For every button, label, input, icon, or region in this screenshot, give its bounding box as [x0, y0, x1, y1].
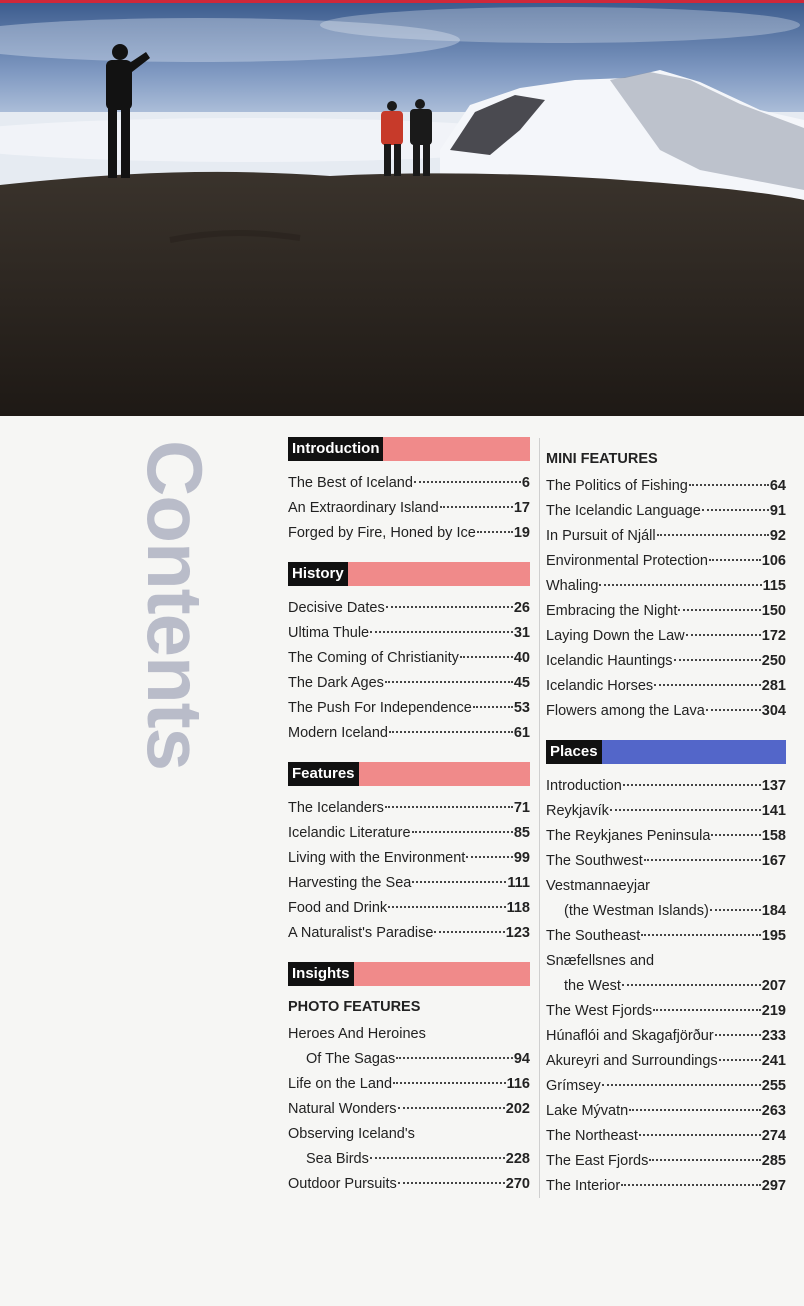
toc-entry-page: 6	[521, 475, 530, 491]
section-gap	[546, 724, 786, 740]
toc-entry	[288, 721, 530, 746]
leader-dots	[386, 606, 513, 608]
toc-entry-page: 233	[761, 1028, 786, 1044]
toc-entry	[546, 1174, 786, 1199]
toc-entry-page: 150	[761, 603, 786, 619]
toc-entry-title: The Politics of Fishing	[546, 478, 688, 494]
leader-dots	[385, 806, 513, 808]
toc-entry-page: 17	[513, 500, 530, 516]
toc-entry-title: Food and Drink	[288, 900, 388, 916]
section-heading-label: Introduction	[288, 437, 383, 461]
toc-entry-page: 263	[761, 1103, 786, 1119]
section-heading-label: History	[288, 562, 348, 586]
toc-entry-title: The Southwest	[546, 853, 643, 869]
toc-entry-page: 137	[761, 778, 786, 794]
toc-entry	[546, 849, 786, 874]
subsection-heading: PHOTO FEATURES	[288, 999, 421, 1015]
toc-entry-title: The Southeast	[546, 928, 641, 944]
section-heading	[288, 437, 530, 461]
toc-entry	[288, 671, 530, 696]
toc-entry	[546, 1149, 786, 1174]
toc-entry	[546, 1024, 786, 1049]
toc-entry-title: Life on the Land	[288, 1076, 393, 1092]
toc-entry-title: Harvesting the Sea	[288, 875, 412, 891]
toc-entry	[288, 846, 530, 871]
toc-entry	[288, 821, 530, 846]
toc-entry-title-line: Snæfellsnes and	[546, 953, 655, 969]
toc-entry-page: 141	[761, 803, 786, 819]
toc-entry-title: Húnaflói and Skagafjörður	[546, 1028, 714, 1044]
toc-entry-page: 106	[761, 553, 786, 569]
leader-dots	[602, 1084, 761, 1086]
toc-entry-page: 228	[505, 1151, 530, 1167]
toc-entry-page: 116	[506, 1076, 530, 1092]
toc-entry-page: 270	[505, 1176, 530, 1192]
section-heading-label: Features	[288, 762, 359, 786]
toc-entry-title: Flowers among the Lava	[546, 703, 705, 719]
leader-dots	[398, 1107, 505, 1109]
toc-entry-title: The Northeast	[546, 1128, 638, 1144]
toc-entry-title: An Extraordinary Island	[288, 500, 439, 516]
toc-entry-title: The Best of Iceland	[288, 475, 413, 491]
top-accent-bar	[0, 0, 804, 3]
toc-entry-title: Embracing the Night	[546, 603, 678, 619]
leader-dots	[711, 834, 760, 836]
hero-photo	[0, 0, 804, 416]
leader-dots	[414, 481, 521, 483]
toc-entry-title: The Push For Independence	[288, 700, 472, 716]
toc-entry-title: Whaling	[546, 578, 599, 594]
page-title: Contents	[131, 440, 219, 770]
toc-entry-page: 274	[761, 1128, 786, 1144]
toc-entry-title: Sea Birds	[306, 1151, 369, 1167]
toc-entry-title: Outdoor Pursuits	[288, 1176, 397, 1192]
toc-entry-title: Decisive Dates	[288, 600, 385, 616]
toc-entry	[288, 521, 530, 546]
toc-column-right	[546, 440, 786, 1199]
leader-dots	[686, 634, 761, 636]
toc-entry-title: Grímsey	[546, 1078, 601, 1094]
landscape-photo	[0, 0, 804, 416]
leader-dots	[641, 934, 760, 936]
toc-entry-page: 281	[761, 678, 786, 694]
leader-dots	[623, 784, 761, 786]
toc-entry	[546, 824, 786, 849]
toc-entry-page: 94	[513, 1051, 530, 1067]
toc-entry	[546, 1124, 786, 1149]
leader-dots	[689, 484, 769, 486]
toc-entry-title: Lake Mývatn	[546, 1103, 629, 1119]
toc-entry	[546, 474, 786, 499]
leader-dots	[460, 656, 513, 658]
toc-entry	[546, 1049, 786, 1074]
toc-entry	[288, 496, 530, 521]
toc-entry-page: 219	[761, 1003, 786, 1019]
leader-dots	[678, 609, 760, 611]
toc-entry-page: 297	[761, 1178, 786, 1194]
toc-entry	[546, 799, 786, 824]
toc-entry	[546, 524, 786, 549]
toc-entry-title: The Reykjanes Peninsula	[546, 828, 711, 844]
toc-entry-page: 26	[513, 600, 530, 616]
toc-entry-title: Environmental Protection	[546, 553, 708, 569]
toc-entry	[288, 921, 530, 946]
toc-entry	[546, 599, 786, 624]
toc-entry-title: In Pursuit of Njáll	[546, 528, 656, 544]
leader-dots	[706, 709, 761, 711]
toc-entry-page: 158	[761, 828, 786, 844]
toc-entry	[546, 674, 786, 699]
toc-entry	[288, 1097, 530, 1122]
leader-dots	[610, 809, 761, 811]
toc-entry	[546, 649, 786, 674]
toc-entry-title: (the Westman Islands)	[564, 903, 709, 919]
toc-entry-title: Akureyri and Surroundings	[546, 1053, 718, 1069]
toc-entry-title: Modern Iceland	[288, 725, 388, 741]
toc-entry	[546, 899, 786, 924]
toc-entry	[546, 1074, 786, 1099]
toc-entry-title: Reykjavík	[546, 803, 609, 819]
toc-entry	[288, 796, 530, 821]
toc-entry-page: 85	[513, 825, 530, 841]
toc-entry	[288, 1072, 530, 1097]
toc-entry-title: Of The Sagas	[306, 1051, 396, 1067]
leader-dots	[622, 984, 761, 986]
toc-entry	[288, 471, 530, 496]
column-divider	[539, 438, 540, 1198]
toc-entry-page: 45	[513, 675, 530, 691]
toc-entry-page: 64	[769, 478, 786, 494]
toc-entry	[288, 596, 530, 621]
leader-dots	[412, 831, 513, 833]
toc-entry-page: 207	[761, 978, 786, 994]
leader-dots	[719, 1059, 761, 1061]
toc-entry-page: 167	[761, 853, 786, 869]
section-gap	[288, 946, 530, 962]
toc-entry-title: the West	[564, 978, 621, 994]
toc-entry-page: 91	[769, 503, 786, 519]
leader-dots	[709, 559, 761, 561]
leader-dots	[629, 1109, 761, 1111]
leader-dots	[477, 531, 513, 533]
leader-dots	[440, 506, 513, 508]
section-heading	[546, 740, 786, 764]
section-heading-label: Insights	[288, 962, 354, 986]
section-heading-label: Places	[546, 740, 602, 764]
leader-dots	[715, 1034, 761, 1036]
toc-entry-page: 99	[513, 850, 530, 866]
toc-entry	[546, 974, 786, 999]
toc-entry-page: 61	[513, 725, 530, 741]
leader-dots	[389, 731, 513, 733]
toc-entry	[288, 696, 530, 721]
toc-entry-page: 172	[761, 628, 786, 644]
toc-entry	[546, 499, 786, 524]
leader-dots	[370, 631, 513, 633]
toc-entry-page: 195	[761, 928, 786, 944]
leader-dots	[393, 1082, 506, 1084]
toc-entry-title: The Coming of Christianity	[288, 650, 459, 666]
toc-entry-page: 53	[513, 700, 530, 716]
leader-dots	[412, 881, 506, 883]
leader-dots	[639, 1134, 761, 1136]
toc-entry-page: 40	[513, 650, 530, 666]
leader-dots	[657, 534, 769, 536]
leader-dots	[621, 1184, 761, 1186]
toc-entry-title: Icelandic Literature	[288, 825, 411, 841]
toc-entry-title-line: Observing Iceland's	[288, 1126, 415, 1142]
leader-dots	[674, 659, 761, 661]
leader-dots	[396, 1057, 513, 1059]
toc-entry-page: 115	[762, 578, 786, 594]
leader-dots	[599, 584, 761, 586]
leader-dots	[398, 1182, 505, 1184]
toc-entry	[288, 1147, 530, 1172]
toc-column-left	[288, 437, 530, 1197]
toc-entry	[546, 924, 786, 949]
leader-dots	[710, 909, 761, 911]
toc-entry	[288, 871, 530, 896]
toc-entry-page: 202	[505, 1101, 530, 1117]
leader-dots	[654, 684, 761, 686]
toc-entry-title-line: Vestmannaeyjar	[546, 878, 650, 894]
toc-entry-page: 184	[761, 903, 786, 919]
leader-dots	[702, 509, 769, 511]
toc-entry-page: 111	[507, 875, 530, 891]
leader-dots	[473, 706, 513, 708]
toc-entry-title: Laying Down the Law	[546, 628, 685, 644]
toc-entry	[546, 1099, 786, 1124]
toc-entry-title: The Dark Ages	[288, 675, 384, 691]
toc-entry-title: The Icelanders	[288, 800, 384, 816]
toc-entry-title: Icelandic Hauntings	[546, 653, 673, 669]
leader-dots	[653, 1009, 761, 1011]
toc-entry	[546, 574, 786, 599]
toc-entry-page: 123	[505, 925, 530, 941]
toc-entry	[546, 999, 786, 1024]
section-heading	[288, 762, 530, 786]
toc-entry	[546, 624, 786, 649]
toc-entry	[546, 699, 786, 724]
subsection-heading: MINI FEATURES	[546, 451, 658, 467]
toc-entry-title: The East Fjords	[546, 1153, 649, 1169]
toc-entry-page: 241	[761, 1053, 786, 1069]
toc-entry	[288, 621, 530, 646]
section-gap	[288, 546, 530, 562]
leader-dots	[370, 1157, 505, 1159]
toc-entry-title-line: Heroes And Heroines	[288, 1026, 426, 1042]
leader-dots	[649, 1159, 760, 1161]
toc-entry	[288, 896, 530, 921]
toc-entry-title: The Interior	[546, 1178, 621, 1194]
toc-entry-title: Ultima Thule	[288, 625, 370, 641]
toc-entry	[546, 774, 786, 799]
toc-entry	[546, 549, 786, 574]
section-gap	[288, 746, 530, 762]
toc-entry-page: 19	[513, 525, 530, 541]
toc-entry	[288, 646, 530, 671]
leader-dots	[388, 906, 505, 908]
toc-entry-page: 31	[513, 625, 530, 641]
toc-entry-title: The Icelandic Language	[546, 503, 701, 519]
toc-entry-title: Natural Wonders	[288, 1101, 397, 1117]
toc-entry-page: 92	[769, 528, 786, 544]
toc-entry-title: A Naturalist's Paradise	[288, 925, 434, 941]
toc-entry-title: Living with the Environment	[288, 850, 466, 866]
toc-entry-page: 71	[513, 800, 530, 816]
toc-entry-title: Forged by Fire, Honed by Ice	[288, 525, 476, 541]
toc-entry-page: 304	[761, 703, 786, 719]
leader-dots	[385, 681, 513, 683]
toc-entry-title: Introduction	[546, 778, 622, 794]
leader-dots	[466, 856, 513, 858]
leader-dots	[644, 859, 761, 861]
toc-entry-page: 118	[506, 900, 530, 916]
toc-entry	[288, 1047, 530, 1072]
toc-entry-title: Icelandic Horses	[546, 678, 654, 694]
leader-dots	[434, 931, 504, 933]
toc-entry	[288, 1172, 530, 1197]
section-heading	[288, 562, 530, 586]
toc-entry-page: 255	[761, 1078, 786, 1094]
toc-entry-title: The West Fjords	[546, 1003, 653, 1019]
toc-entry-page: 250	[761, 653, 786, 669]
section-heading	[288, 962, 530, 986]
toc-entry-page: 285	[761, 1153, 786, 1169]
